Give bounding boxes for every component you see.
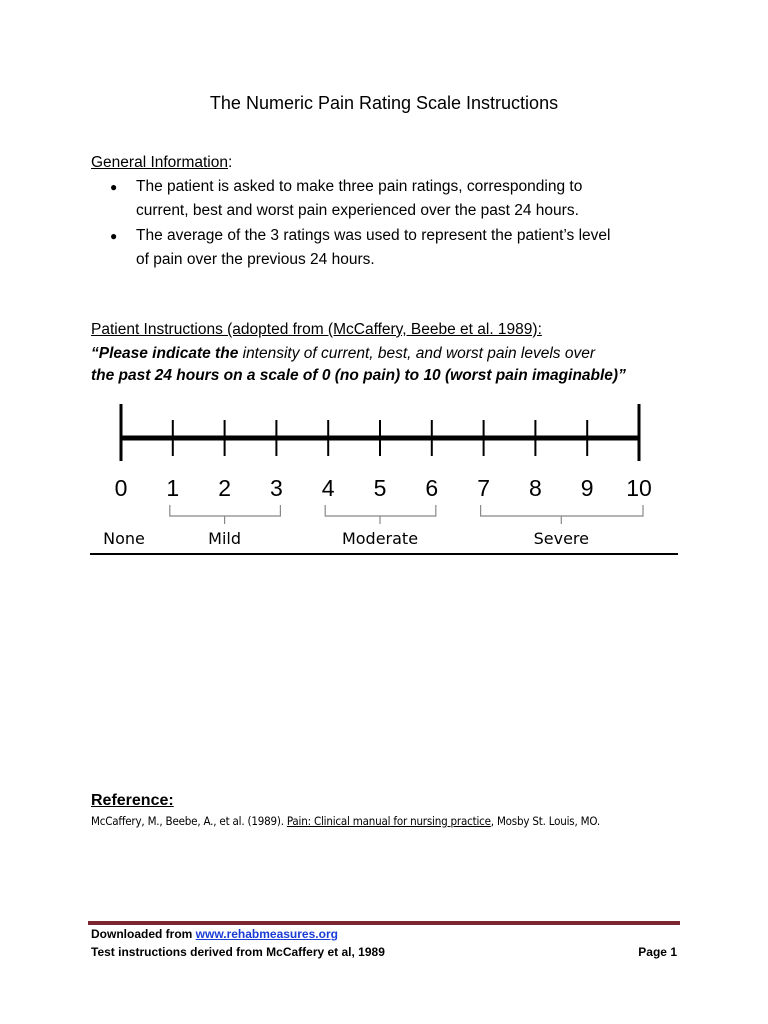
numeric-pain-scale [0, 395, 768, 555]
quote-line-2: the past 24 hours on a scale of 0 (no pain) to 10 (worst pain imaginable)” [91, 367, 626, 384]
scale-tick-label: 7 [477, 475, 490, 501]
footer-download-label: Downloaded from [91, 927, 196, 941]
bullet-item [110, 175, 610, 223]
scale-category-bracket [481, 505, 643, 524]
scale-category-label: Moderate [341, 529, 419, 548]
bullet-line: The average of the 3 ratings was used to represent the patient’s level [136, 227, 611, 244]
scale-tick-label: 8 [529, 475, 542, 501]
scale-category-label: None [103, 529, 145, 548]
scale-tick-label: 4 [321, 475, 335, 501]
quote-bold-start: “Please indicate the [91, 345, 239, 362]
footer-website-link[interactable]: www.rehabmeasures.org [195, 927, 338, 941]
footer-download-line [91, 927, 338, 941]
general-information-list [110, 175, 610, 273]
bullet-line: current, best and worst pain experienced over the past 24 hours. [136, 202, 579, 219]
reference-heading: Reference: [91, 792, 174, 809]
scale-tick-label: 0 [114, 475, 128, 501]
reference-citation [91, 814, 600, 828]
scale-category-bracket [170, 505, 281, 524]
bullet-line: of pain over the previous 24 hours. [136, 251, 375, 268]
page-number: Page 1 [638, 945, 677, 959]
footer-derived-text: Test instructions derived from McCaffery et al, 1989 [91, 945, 385, 959]
scale-tick-label: 10 [626, 475, 652, 501]
bullet-icon: ● [110, 229, 118, 243]
patient-instructions-heading: Patient Instructions (adopted from (McCaffery, Beebe et al. 1989): [91, 321, 542, 338]
reference-authors: McCaffery, M., Beebe, A., et al. (1989). [91, 814, 287, 828]
general-information-label: General Information [91, 154, 228, 171]
scale-category-label: Mild [208, 529, 242, 548]
scale-tick-label: 5 [373, 475, 387, 501]
scale-tick-label: 2 [218, 475, 231, 501]
reference-publisher: , Mosby St. Louis, MO. [490, 814, 600, 828]
patient-instructions-quote [91, 343, 626, 387]
scale-tick-label: 3 [270, 475, 283, 501]
document-title: The Numeric Pain Rating Scale Instructions [209, 93, 559, 113]
general-information-colon: : [228, 154, 233, 171]
reference-book-title: Pain: Clinical manual for nursing practice [286, 814, 491, 828]
footer-rule [88, 921, 680, 925]
scale-divider [90, 553, 678, 555]
scale-tick-label: 9 [580, 475, 594, 501]
bullet-line: The patient is asked to make three pain ratings, corresponding to [136, 178, 583, 195]
scale-category-label: Severe [533, 529, 589, 548]
bullet-item [110, 224, 610, 272]
general-information-heading [91, 154, 232, 172]
bullet-icon: ● [110, 180, 118, 194]
quote-line-1: intensity of current, best, and worst pain levels over [238, 345, 595, 362]
scale-category-bracket [325, 505, 436, 524]
scale-tick-label: 6 [425, 475, 439, 501]
scale-tick-label: 1 [166, 475, 180, 501]
